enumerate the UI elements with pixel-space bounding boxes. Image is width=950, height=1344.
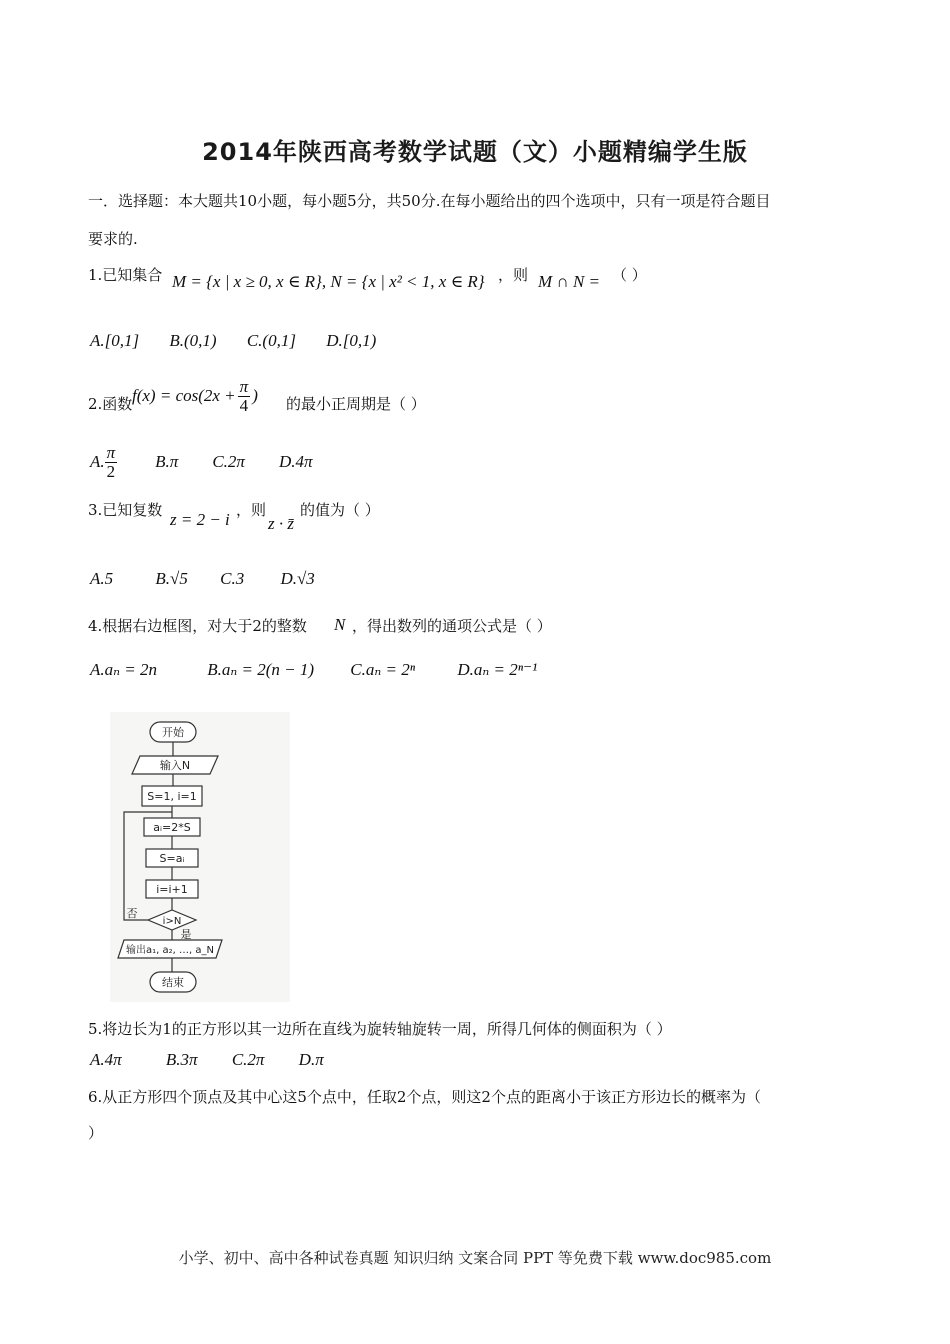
q3-option-c: C.3 (220, 569, 245, 588)
q1-option-d: D.[0,1) (326, 331, 377, 350)
q1-prefix: 1.已知集合 (88, 266, 163, 284)
flowchart-condition-label: i>N (162, 916, 182, 927)
q2-option-a-den: 2 (106, 461, 116, 481)
flowchart-yes-label: 是 (180, 928, 192, 941)
q5-text: 5.将边长为1的正方形以其一边所在直线为旋转轴旋转一周，所得几何体的侧面积为（ ） (88, 1020, 672, 1038)
flowchart-start-label: 开始 (162, 726, 184, 739)
q2-option-a-label: A. (90, 452, 105, 472)
q1-sets: M = {x | x ≥ 0, x ∈ R}, N = {x | x² < 1, x ∈ R} (172, 272, 485, 291)
page-title: 2014年陕西高考数学试题（文）小题精编学生版 (202, 138, 748, 166)
q1-option-b: B.(0,1) (169, 331, 217, 350)
q6-line1: 6.从正方形四个顶点及其中心这5个点中，任取2个点，则这2个点的距离小于该正方形边长的概率为（ (88, 1088, 761, 1106)
q2-option-a-fraction (105, 444, 118, 481)
q3-mid: ，则 (236, 501, 267, 519)
q4-prefix: 4.根据右边框图，对大于2的整数 (88, 617, 307, 635)
section-heading-line2: 要求的. (88, 230, 138, 248)
q2-frac-num: π (239, 377, 249, 396)
flowchart-end-label: 结束 (162, 976, 184, 989)
q2-expr-right: ) (252, 386, 258, 406)
q2-option-b: B.π (155, 452, 179, 472)
q1-paren: （ ） (612, 266, 647, 284)
q5-option-c: C.2π (231, 1050, 265, 1069)
q3-prefix: 3.已知复数 (88, 501, 163, 519)
q3-expr: z = 2 − i (170, 510, 230, 529)
q5-options (90, 1050, 350, 1070)
q2-option-c: C.2π (212, 452, 245, 472)
q2-frac-den: 4 (239, 395, 249, 415)
q3-option-b: B.√5 (155, 569, 188, 588)
q2-options (90, 444, 312, 481)
q3-suffix: 的值为（ ） (300, 501, 380, 519)
flowchart-output-label: 输出a₁, a₂, …, a_N (126, 945, 214, 956)
q4-option-c: C.aₙ = 2ⁿ (350, 660, 416, 679)
q2-option-a-num: π (106, 443, 116, 462)
q1-options (90, 331, 402, 351)
q2-suffix: 的最小正周期是（ ） (286, 395, 426, 413)
q4-suffix: ，得出数列的通项公式是（ ） (352, 617, 552, 635)
q1-option-c: C.(0,1] (246, 331, 296, 350)
q1-option-a: A.[0,1] (90, 331, 140, 350)
flowchart-init-label: S=1, i=1 (147, 790, 197, 803)
q5-option-a: A.4π (90, 1050, 122, 1069)
q3-expr2: z · z̄ (268, 514, 294, 533)
q1-expr: M ∩ N = (538, 272, 600, 291)
q1-mid: ，则 (498, 266, 529, 284)
flowchart-input-label: 输入N (159, 759, 191, 772)
q3-option-d: D.√3 (280, 569, 315, 588)
q3-options (90, 569, 341, 589)
flowchart-step2-label: S=aᵢ (159, 852, 185, 865)
flowchart-no-label: 否 (126, 907, 138, 920)
flowchart-step3-label: i=i+1 (156, 883, 188, 896)
q3-option-a: A.5 (90, 569, 114, 588)
q4-option-a: A.aₙ = 2n (90, 660, 157, 679)
q2-expression (132, 378, 258, 415)
q2-expr-left: f(x) = cos(2x + (132, 386, 236, 406)
q2-option-d: D.4π (278, 452, 313, 472)
q2-prefix: 2.函数 (88, 395, 133, 413)
q5-option-d: D.π (298, 1050, 324, 1069)
q4-option-d: D.aₙ = 2ⁿ⁻¹ (457, 660, 538, 679)
q4-var: N (334, 615, 346, 634)
page-footer: 小学、初中、高中各种试卷真题 知识归纳 文案合同 PPT 等免费下载 www.doc985.com (178, 1249, 772, 1267)
q4-option-b: B.aₙ = 2(n − 1) (207, 660, 315, 679)
q5-option-b: B.3π (165, 1050, 198, 1069)
q4-options (90, 660, 563, 680)
flowchart (110, 712, 290, 1002)
q2-fraction (238, 378, 251, 415)
section-heading-line1: 一．选择题：本大题共10小题，每小题5分，共50分.在每小题给出的四个选项中，只有一项是符合题目 (88, 192, 771, 210)
flowchart-step1-label: aᵢ=2*S (153, 821, 191, 834)
q6-line2: ） (88, 1124, 104, 1142)
